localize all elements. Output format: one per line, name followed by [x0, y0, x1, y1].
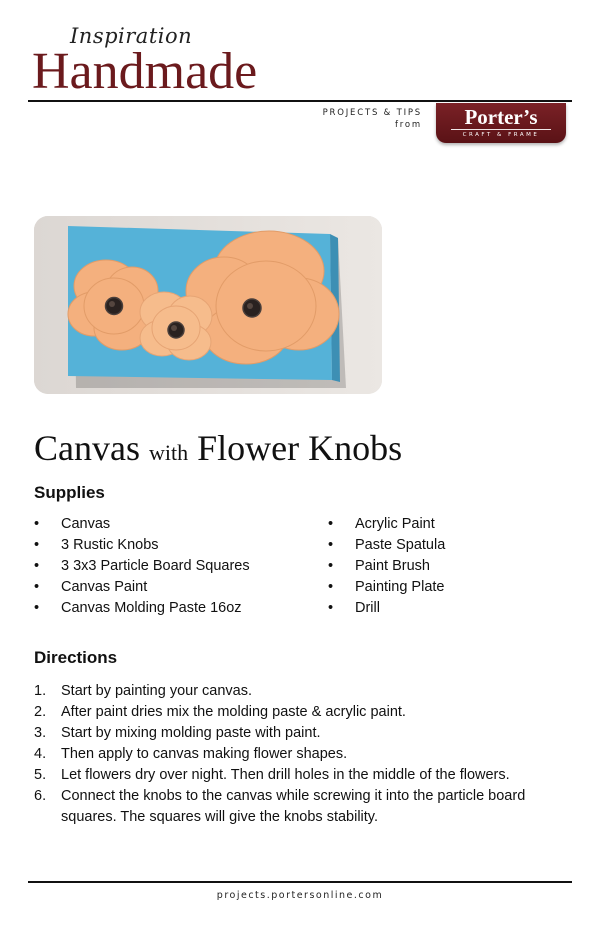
title-part1: Canvas — [34, 428, 140, 468]
supply-item: • 3 3x3 Particle Board Squares — [34, 556, 250, 577]
supply-item: • Paste Spatula — [328, 535, 445, 556]
bottom-divider — [28, 881, 572, 883]
project-photo — [34, 216, 382, 394]
direction-step-text: Start by mixing molding paste with paint. — [61, 725, 321, 741]
direction-step: 6. Connect the knobs to the canvas while screwing it into the particle board squares. The squares will give the knobs stability. — [34, 788, 526, 825]
footer-url[interactable]: projects.portersonline.com — [216, 890, 384, 901]
supply-item: • Drill — [328, 598, 445, 619]
tagline — [323, 107, 422, 131]
direction-step-text: Let flowers dry over night. Then drill holes in the middle of the flowers. — [61, 767, 510, 783]
top-divider — [28, 100, 572, 102]
direction-step: 1. Start by painting your canvas. — [34, 683, 253, 699]
title-part2: Flower Knobs — [197, 428, 403, 468]
supplies-list-left — [34, 514, 250, 619]
porters-logo-subtitle: CRAFT & FRAME — [462, 132, 540, 138]
directions-heading: Directions — [34, 648, 118, 667]
supplies-list-right — [328, 514, 445, 619]
direction-step: 3. Start by mixing molding paste with paint. — [34, 725, 321, 741]
direction-step-text: After paint dries mix the molding paste & acrylic paint. — [61, 704, 406, 720]
direction-step: 5. Let flowers dry over night. Then drill holes in the middle of the flowers. — [34, 767, 510, 783]
direction-step-text: Start by painting your canvas. — [61, 683, 253, 699]
brand-handmade: Handmade — [32, 43, 258, 100]
supply-item: • Canvas Molding Paste 16oz — [34, 598, 250, 619]
supply-item: • 3 Rustic Knobs — [34, 535, 250, 556]
title-with: with — [148, 440, 189, 465]
porters-logo-name: Porter’s — [464, 105, 538, 129]
supply-item: • Paint Brush — [328, 556, 445, 577]
tagline-line1: PROJECTS & TIPS — [322, 108, 422, 118]
project-title — [34, 426, 402, 475]
supply-item: • Canvas Paint — [34, 577, 250, 598]
tagline-line2: from — [395, 120, 422, 130]
direction-step: 2. After paint dries mix the molding paste & acrylic paint. — [34, 704, 406, 720]
brand-inspiration: Inspiration — [70, 24, 193, 48]
supply-item: • Acrylic Paint — [328, 514, 445, 535]
supplies-heading: Supplies — [34, 483, 105, 502]
directions-list — [34, 681, 574, 828]
supply-item: • Canvas — [34, 514, 250, 535]
direction-step-text: Connect the knobs to the canvas while screwing it into the particle board squares. The squares will give the knobs stability. — [61, 788, 526, 825]
porters-logo — [436, 103, 566, 143]
direction-step-text: Then apply to canvas making flower shapes. — [61, 746, 348, 762]
direction-step: 4. Then apply to canvas making flower shapes. — [34, 746, 348, 762]
supply-item: • Painting Plate — [328, 577, 445, 598]
porters-logo-divider — [451, 129, 551, 130]
